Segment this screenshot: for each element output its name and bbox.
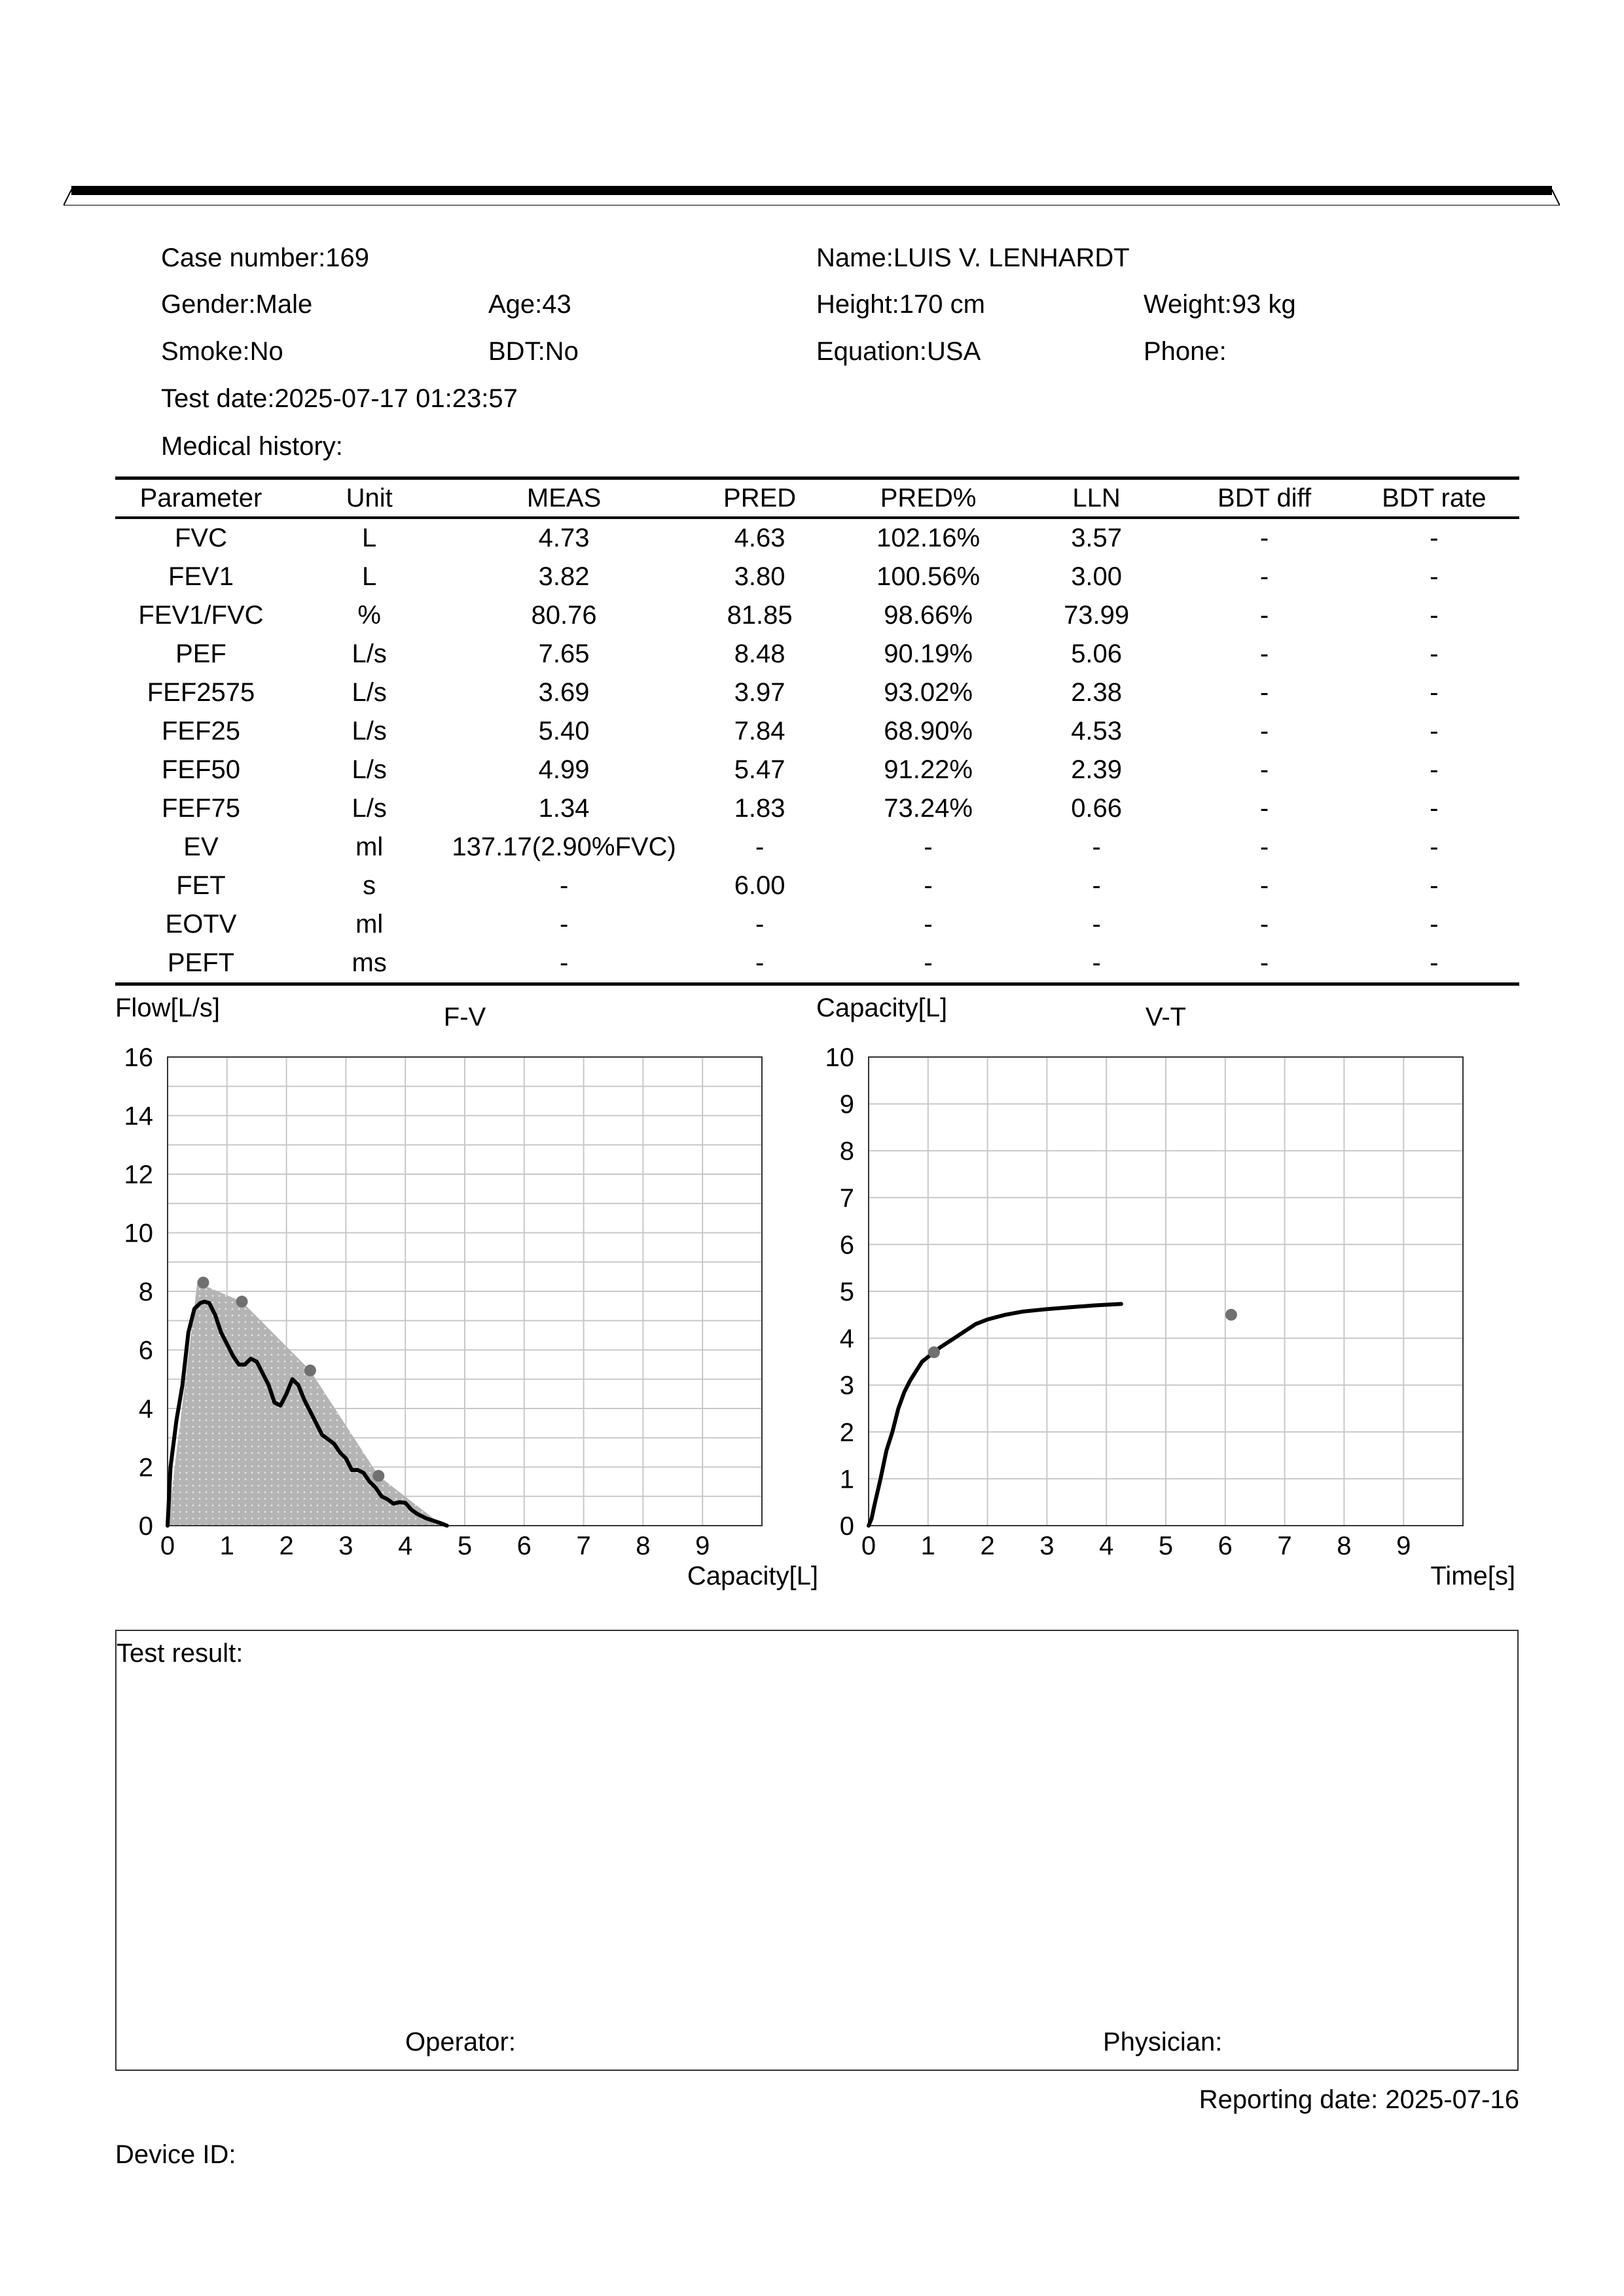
y-tick-label: 10 bbox=[825, 1043, 854, 1072]
table-cell: L/s bbox=[352, 639, 387, 668]
table-cell: FEV1 bbox=[168, 562, 234, 591]
y-tick-label: 3 bbox=[839, 1371, 854, 1401]
y-tick-label: 10 bbox=[124, 1219, 153, 1248]
y-tick-label: 8 bbox=[839, 1137, 854, 1166]
table-row bbox=[115, 789, 1519, 828]
table-cell: - bbox=[1430, 871, 1439, 900]
table-cell: 3.80 bbox=[734, 562, 785, 591]
y-tick-label: 2 bbox=[839, 1418, 854, 1447]
table-cell: L/s bbox=[352, 717, 387, 745]
x-tick-label: 6 bbox=[1218, 1532, 1233, 1560]
table-cell: 73.24% bbox=[884, 794, 973, 823]
x-tick-label: 3 bbox=[1039, 1532, 1055, 1560]
table-cell: 4.99 bbox=[538, 755, 590, 784]
column-header: BDT rate bbox=[1349, 478, 1519, 518]
x-tick-label: 8 bbox=[1337, 1532, 1352, 1560]
table-header-row bbox=[115, 478, 1519, 518]
table-cell: 0.66 bbox=[1071, 794, 1123, 823]
table-cell: FEF75 bbox=[161, 794, 240, 823]
table-cell: 4.53 bbox=[1071, 717, 1123, 745]
table-cell: 3.82 bbox=[538, 562, 590, 591]
table-cell: 102.16% bbox=[876, 524, 981, 552]
table-cell: FET bbox=[176, 871, 226, 900]
y-tick-label: 2 bbox=[138, 1453, 153, 1482]
vt-chart bbox=[802, 992, 1522, 1600]
x-tick-label: 0 bbox=[861, 1532, 876, 1560]
table-row bbox=[115, 905, 1519, 944]
y-tick-label: 8 bbox=[138, 1278, 153, 1306]
table-row bbox=[115, 596, 1519, 635]
table-cell: 73.99 bbox=[1064, 601, 1130, 630]
x-tick-label: 8 bbox=[636, 1532, 651, 1560]
height: Height:170 cm bbox=[816, 290, 985, 319]
table-cell: 1.34 bbox=[538, 794, 590, 823]
table-cell: s bbox=[363, 871, 376, 900]
table-cell: 3.00 bbox=[1071, 562, 1123, 591]
table-cell: EOTV bbox=[165, 910, 237, 939]
table-cell: - bbox=[1092, 871, 1101, 900]
table-cell: 81.85 bbox=[727, 601, 793, 630]
table-cell: - bbox=[1259, 524, 1269, 552]
table-cell: - bbox=[1259, 639, 1269, 668]
table-cell: L/s bbox=[352, 794, 387, 823]
table-cell: - bbox=[1430, 755, 1439, 784]
table-cell: ml bbox=[355, 910, 384, 939]
table-row bbox=[115, 673, 1519, 712]
medical-history: Medical history: bbox=[161, 432, 343, 461]
column-header: Parameter bbox=[115, 478, 287, 518]
table-row bbox=[115, 558, 1519, 596]
y-tick-label: 4 bbox=[138, 1395, 153, 1424]
x-tick-label: 2 bbox=[279, 1532, 294, 1560]
table-cell: ml bbox=[355, 833, 384, 861]
table-cell: 4.63 bbox=[734, 524, 785, 552]
table-row bbox=[115, 867, 1519, 905]
x-tick-label: 6 bbox=[516, 1532, 532, 1560]
y-axis-label: Capacity[L] bbox=[816, 994, 948, 1022]
table-cell: L bbox=[362, 524, 377, 552]
table-cell: FEV1/FVC bbox=[138, 601, 264, 630]
header-bar bbox=[63, 186, 1560, 206]
table-cell: 90.19% bbox=[884, 639, 973, 668]
weight: Weight:93 kg bbox=[1144, 290, 1296, 319]
column-header: LLN bbox=[1013, 478, 1180, 518]
y-tick-label: 4 bbox=[839, 1324, 854, 1354]
y-tick-label: 6 bbox=[138, 1336, 153, 1365]
table-cell: 8.48 bbox=[734, 639, 785, 668]
table-cell: - bbox=[1180, 944, 1349, 984]
table-row bbox=[115, 751, 1519, 789]
table-cell: - bbox=[924, 910, 933, 939]
x-tick-label: 2 bbox=[980, 1532, 995, 1560]
table-cell: - bbox=[1430, 717, 1439, 745]
table-cell: FEF25 bbox=[161, 717, 240, 745]
phone: Phone: bbox=[1144, 337, 1227, 366]
x-tick-label: 9 bbox=[695, 1532, 710, 1560]
table-cell: - bbox=[559, 871, 569, 900]
predicted-point bbox=[197, 1277, 209, 1289]
table-cell: PEFT bbox=[115, 944, 287, 984]
gender: Gender:Male bbox=[161, 290, 313, 319]
y-tick-label: 9 bbox=[839, 1090, 854, 1119]
column-header: PRED% bbox=[843, 478, 1013, 518]
table-cell: 5.06 bbox=[1071, 639, 1123, 668]
y-axis-label: Flow[L/s] bbox=[115, 994, 221, 1022]
x-tick-label: 0 bbox=[160, 1532, 175, 1560]
table-cell: - bbox=[1430, 562, 1439, 591]
table-cell: 68.90% bbox=[884, 717, 973, 745]
table-cell: - bbox=[755, 833, 765, 861]
table-cell: 137.17(2.90%FVC) bbox=[452, 833, 676, 861]
table-cell: L/s bbox=[352, 755, 387, 784]
table-cell: - bbox=[1259, 562, 1269, 591]
chart-title: F-V bbox=[443, 1003, 486, 1031]
predicted-point bbox=[236, 1296, 248, 1308]
x-tick-label: 7 bbox=[1277, 1532, 1292, 1560]
table-cell: - bbox=[1430, 833, 1439, 861]
table-cell: 7.84 bbox=[734, 717, 785, 745]
table-cell: - bbox=[1259, 794, 1269, 823]
y-tick-label: 0 bbox=[839, 1512, 854, 1541]
table-cell: 93.02% bbox=[884, 678, 973, 707]
reporting-date: Reporting date: 2025-07-16 bbox=[1199, 2085, 1519, 2114]
x-tick-label: 5 bbox=[1158, 1532, 1174, 1560]
table-cell: - bbox=[755, 910, 765, 939]
table-cell: FEF50 bbox=[161, 755, 240, 784]
column-header: PRED bbox=[676, 478, 844, 518]
table-cell: - bbox=[559, 910, 569, 939]
table-row bbox=[115, 518, 1519, 558]
predicted-point bbox=[928, 1346, 940, 1358]
x-tick-label: 4 bbox=[398, 1532, 413, 1560]
table-cell: FEF2575 bbox=[147, 678, 255, 707]
x-tick-label: 7 bbox=[576, 1532, 591, 1560]
fv-chart bbox=[105, 992, 838, 1600]
y-tick-label: 14 bbox=[124, 1102, 153, 1131]
table-cell: - bbox=[1430, 678, 1439, 707]
table-cell: - bbox=[676, 944, 844, 984]
parameters-table bbox=[115, 476, 1519, 986]
table-cell: ms bbox=[287, 944, 452, 984]
table-cell: FVC bbox=[174, 524, 227, 552]
column-header: BDT diff bbox=[1180, 478, 1349, 518]
y-tick-label: 5 bbox=[839, 1278, 854, 1306]
age: Age:43 bbox=[488, 290, 571, 319]
table-cell: 1.83 bbox=[734, 794, 785, 823]
table-cell: 7.65 bbox=[538, 639, 590, 668]
x-axis-label: Time[s] bbox=[1430, 1562, 1515, 1590]
y-tick-label: 6 bbox=[839, 1230, 854, 1260]
table-cell: - bbox=[1430, 524, 1439, 552]
table-cell: 3.97 bbox=[734, 678, 785, 707]
table-cell: 3.57 bbox=[1071, 524, 1123, 552]
table-cell: - bbox=[1430, 794, 1439, 823]
predicted-point bbox=[304, 1365, 316, 1376]
table-cell: 91.22% bbox=[884, 755, 973, 784]
table-cell: - bbox=[452, 944, 676, 984]
table-cell: - bbox=[1259, 755, 1269, 784]
table-cell: - bbox=[1430, 910, 1439, 939]
x-tick-label: 5 bbox=[457, 1532, 473, 1560]
predicted-point bbox=[1225, 1309, 1237, 1321]
table-cell: - bbox=[1092, 910, 1101, 939]
equation: Equation:USA bbox=[816, 337, 981, 366]
table-cell: L bbox=[362, 562, 377, 591]
physician-label: Physician: bbox=[1103, 2028, 1223, 2056]
table-cell: - bbox=[1259, 910, 1269, 939]
table-cell: 4.73 bbox=[538, 524, 590, 552]
table-row bbox=[115, 828, 1519, 867]
table-cell: 2.38 bbox=[1071, 678, 1123, 707]
table-cell: - bbox=[1259, 678, 1269, 707]
table-cell: - bbox=[1259, 717, 1269, 745]
table-cell: 98.66% bbox=[884, 601, 973, 630]
chart-title: V-T bbox=[1145, 1003, 1187, 1031]
y-tick-label: 12 bbox=[124, 1160, 153, 1189]
bdt: BDT:No bbox=[488, 337, 579, 366]
x-tick-label: 9 bbox=[1396, 1532, 1411, 1560]
table-cell: 3.69 bbox=[538, 678, 590, 707]
device-id: Device ID: bbox=[115, 2140, 236, 2169]
table-cell: - bbox=[1349, 944, 1519, 984]
table-cell: - bbox=[1430, 639, 1439, 668]
smoke: Smoke:No bbox=[161, 337, 283, 366]
table-cell: 80.76 bbox=[531, 601, 597, 630]
x-tick-label: 3 bbox=[338, 1532, 353, 1560]
table-row bbox=[115, 944, 1519, 984]
column-header: Unit bbox=[287, 478, 452, 518]
predicted-point bbox=[372, 1470, 384, 1482]
test-result-box bbox=[115, 1630, 1519, 2071]
table-body bbox=[115, 518, 1519, 984]
patient-name: Name:LUIS V. LENHARDT bbox=[816, 243, 1130, 272]
table-cell: - bbox=[843, 944, 1013, 984]
table-cell: - bbox=[924, 833, 933, 861]
case-number: Case number:169 bbox=[161, 243, 369, 272]
table-cell: - bbox=[924, 871, 933, 900]
table-row bbox=[115, 635, 1519, 673]
x-tick-label: 1 bbox=[920, 1532, 935, 1560]
y-tick-label: 1 bbox=[839, 1465, 854, 1494]
table-cell: - bbox=[1092, 833, 1101, 861]
table-row bbox=[115, 712, 1519, 751]
table-cell: % bbox=[357, 601, 381, 630]
x-tick-label: 1 bbox=[219, 1532, 234, 1560]
column-header: MEAS bbox=[452, 478, 676, 518]
measured-curve bbox=[869, 1304, 1121, 1526]
y-tick-label: 0 bbox=[138, 1512, 153, 1541]
table-cell: 2.39 bbox=[1071, 755, 1123, 784]
test-date: Test date:2025-07-17 01:23:57 bbox=[161, 384, 518, 413]
table-cell: - bbox=[1259, 871, 1269, 900]
x-tick-label: 4 bbox=[1099, 1532, 1114, 1560]
table-cell: 5.40 bbox=[538, 717, 590, 745]
table-cell: 100.56% bbox=[876, 562, 981, 591]
table-cell: PEF bbox=[175, 639, 226, 668]
table-cell: EV bbox=[183, 833, 219, 861]
table-cell: L/s bbox=[352, 678, 387, 707]
table-cell: 5.47 bbox=[734, 755, 785, 784]
operator-label: Operator: bbox=[405, 2028, 516, 2056]
table-cell: - bbox=[1013, 944, 1180, 984]
test-result-title: Test result: bbox=[117, 1639, 244, 1668]
table-cell: - bbox=[1259, 601, 1269, 630]
table-cell: - bbox=[1259, 833, 1269, 861]
y-tick-label: 16 bbox=[124, 1043, 153, 1072]
x-axis-label: Capacity[L] bbox=[687, 1562, 818, 1590]
y-tick-label: 7 bbox=[839, 1183, 854, 1213]
table-cell: 6.00 bbox=[734, 871, 785, 900]
table-cell: - bbox=[1430, 601, 1439, 630]
